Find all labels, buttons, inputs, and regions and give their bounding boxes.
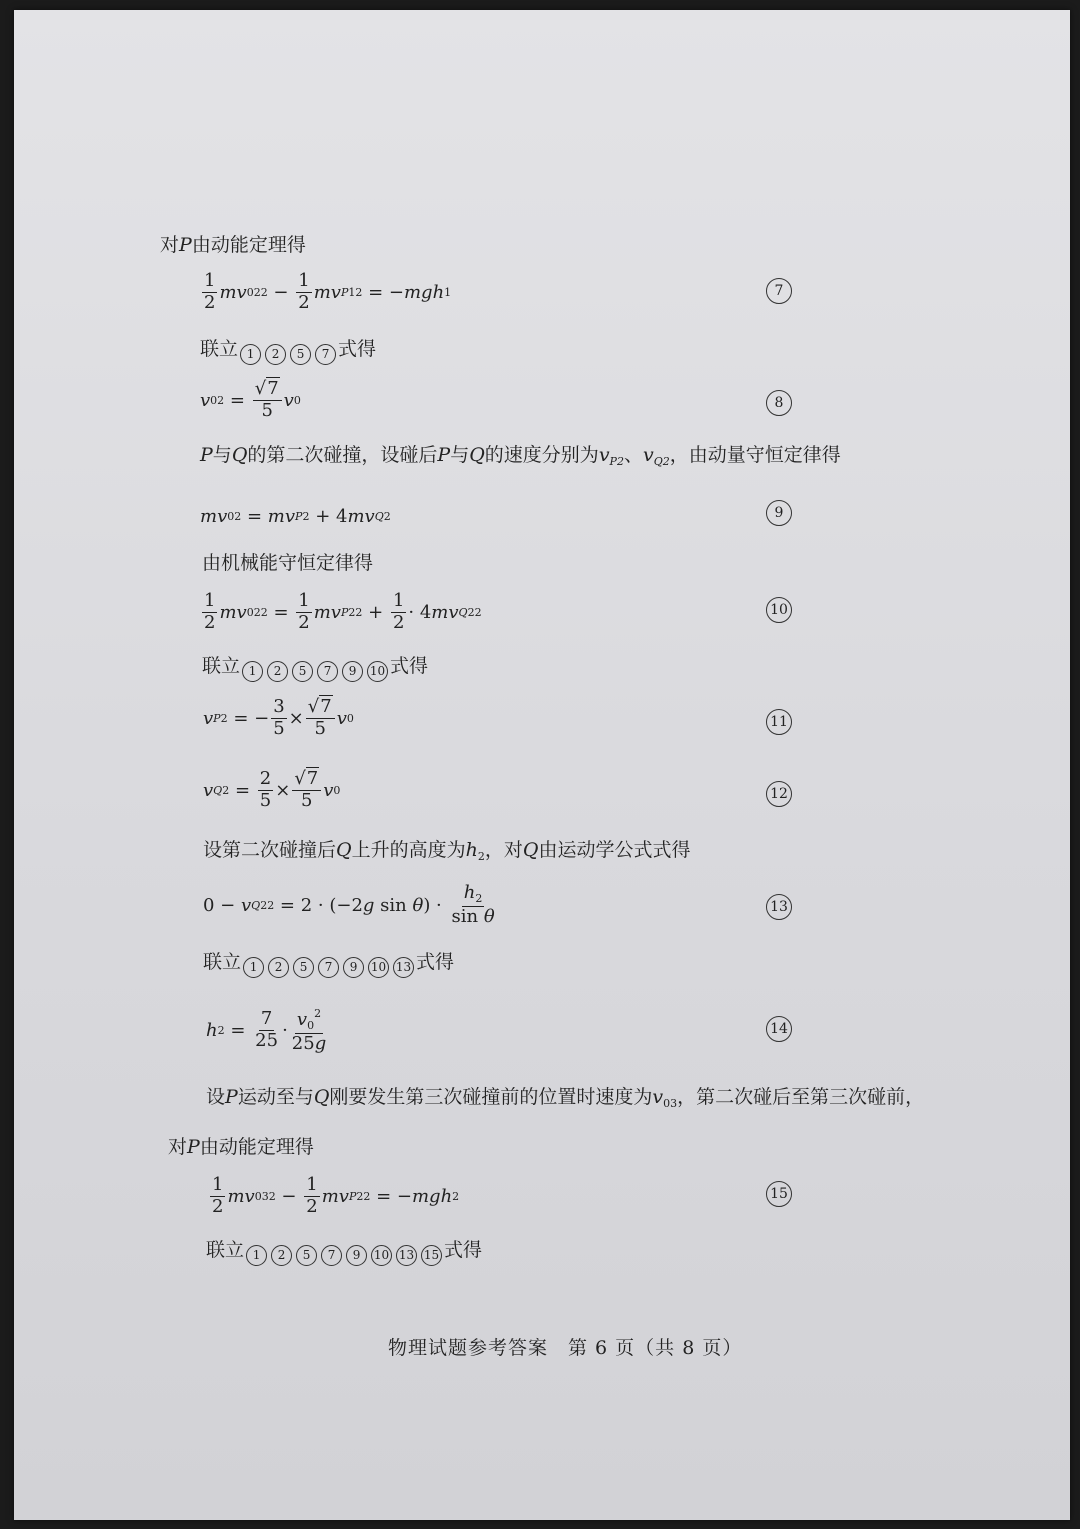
equation-11: v P2 = − $\frac{3}{5}$ × $\frac{√7}{5}$ v 0 <box>203 696 354 739</box>
equation-number: 15 <box>766 1181 792 1207</box>
ref-number: 13 <box>396 1245 417 1266</box>
ref-number: 7 <box>318 957 339 978</box>
text: 刚要发生第三次碰撞前的位置时速度为 <box>329 1086 653 1108</box>
equation-number: 10 <box>766 597 792 623</box>
equation-9: mv 02 = mv P2 + 4 mv Q2 <box>200 506 391 527</box>
text: 联立 <box>200 338 239 360</box>
ref-number: 1 <box>240 344 261 365</box>
text-line-1 <box>160 236 306 255</box>
text: 的速度分别为 <box>484 444 599 466</box>
var-q: Q <box>231 444 248 466</box>
var-vq2: v <box>642 444 654 466</box>
ref-number: 9 <box>343 957 364 978</box>
text: 的第二次碰撞，设碰后 <box>247 444 438 466</box>
text-line-10 <box>206 1241 482 1266</box>
ref-number: 9 <box>342 661 363 682</box>
text-line-7 <box>203 953 454 978</box>
ref-number: 5 <box>296 1245 317 1266</box>
ref-number: 15 <box>421 1245 442 1266</box>
equation-number: 12 <box>766 781 792 807</box>
text: 设 <box>206 1086 226 1108</box>
ref-number: 10 <box>371 1245 392 1266</box>
var-p: P <box>187 1136 200 1158</box>
ref-number: 1 <box>246 1245 267 1266</box>
ref-number: 2 <box>268 957 289 978</box>
text: 对 <box>160 234 180 256</box>
var-p: P <box>179 234 192 256</box>
var-v03: v <box>652 1086 664 1108</box>
ref-number: 5 <box>290 344 311 365</box>
equation-7: $\frac{1}{2}$ mv 02 2 − $\frac{1}{2}$ mv P1 2 = −mgh 1 <box>204 270 452 313</box>
ref-number: 1 <box>242 661 263 682</box>
var-q: Q <box>336 839 352 861</box>
equation-number: 13 <box>766 894 792 920</box>
page-footer: 物理试题参考答案 第 6 页（共 8 页） <box>388 1337 743 1359</box>
ref-number: 5 <box>292 661 313 682</box>
equation-8: v 02 = $\frac{√7}{5}$ v 0 <box>200 378 301 421</box>
equation-number: 14 <box>766 1016 792 1042</box>
text: 式得 <box>390 655 429 677</box>
text: ，第二次碰后至第三次碰前， <box>677 1086 925 1108</box>
text: 与 <box>212 444 232 466</box>
equation-10: $\frac{1}{2}$ mv 02 2 = $\frac{1}{2}$ mv P2 2 + $\frac{1}{2}$ · 4 mv Q2 2 <box>204 590 482 633</box>
var-p: P <box>437 444 451 466</box>
text: 式得 <box>416 951 455 973</box>
ref-number: 10 <box>367 661 388 682</box>
equation-number: 9 <box>766 500 792 526</box>
ref-number: 1 <box>243 957 264 978</box>
text-line-6 <box>203 841 690 862</box>
ref-number: 7 <box>317 661 338 682</box>
var-p: P <box>225 1086 238 1108</box>
equation-number: 7 <box>766 278 792 304</box>
var-q: Q <box>469 444 485 466</box>
ref-number: 13 <box>393 957 414 978</box>
text: 运动至与 <box>237 1086 314 1108</box>
text: 由动能定理得 <box>199 1136 314 1158</box>
var-vp2: v <box>598 444 610 466</box>
equation-13: 0 − v Q2 2 = 2 · (−2 g sin θ ) · $\frac{h_2}{\text{sin θ}}$ <box>203 882 495 927</box>
text: 、 <box>623 444 643 466</box>
text: 式得 <box>444 1239 483 1261</box>
equation-15: $\frac{1}{2}$ mv 03 2 − $\frac{1}{2}$ mv P2 2 = −mgh 2 <box>212 1174 460 1217</box>
text-line-2 <box>200 340 376 365</box>
ref-number: 9 <box>346 1245 367 1266</box>
sub: P2 <box>609 455 624 468</box>
ref-number: 2 <box>267 661 288 682</box>
text: 与 <box>450 444 470 466</box>
ref-number: 10 <box>368 957 389 978</box>
text: 联立 <box>206 1239 245 1261</box>
text: 联立 <box>203 951 242 973</box>
text: 上升的高度为 <box>351 839 466 861</box>
equation-12: v Q2 = $\frac{2}{5}$ × $\frac{√7}{5}$ v 0 <box>203 768 341 811</box>
text: ，对 <box>484 839 523 861</box>
var-p: P <box>200 444 213 466</box>
text-line-3 <box>200 446 841 467</box>
ref-number: 7 <box>315 344 336 365</box>
sub: 2 <box>477 850 485 863</box>
text: 由运动学公式式得 <box>538 839 691 861</box>
var-q: Q <box>522 839 539 861</box>
text: 对 <box>168 1136 188 1158</box>
sub: Q2 <box>653 455 670 468</box>
ref-number: 7 <box>321 1245 342 1266</box>
text-line-4: 由机械能守恒定律得 <box>202 552 374 574</box>
text: 式得 <box>338 338 377 360</box>
equation-14: h 2 = $\frac{7}{25}$ · $\frac{v_0^2}{25g}$ <box>206 1007 327 1054</box>
text: ，由动量守恒定律得 <box>669 444 841 466</box>
ref-number: 2 <box>271 1245 292 1266</box>
equation-number: 8 <box>766 390 792 416</box>
text: 由动能定理得 <box>191 234 306 256</box>
ref-number: 5 <box>293 957 314 978</box>
text-line-9 <box>168 1138 314 1157</box>
sub: 03 <box>663 1097 678 1110</box>
var-h2: h <box>465 839 478 861</box>
equation-number: 11 <box>766 709 792 735</box>
text-line-5 <box>202 657 428 682</box>
text: 设第二次碰撞后 <box>203 839 337 861</box>
ref-number: 2 <box>265 344 286 365</box>
text-line-8 <box>206 1088 924 1109</box>
var-q: Q <box>313 1086 330 1108</box>
text: 联立 <box>202 655 241 677</box>
